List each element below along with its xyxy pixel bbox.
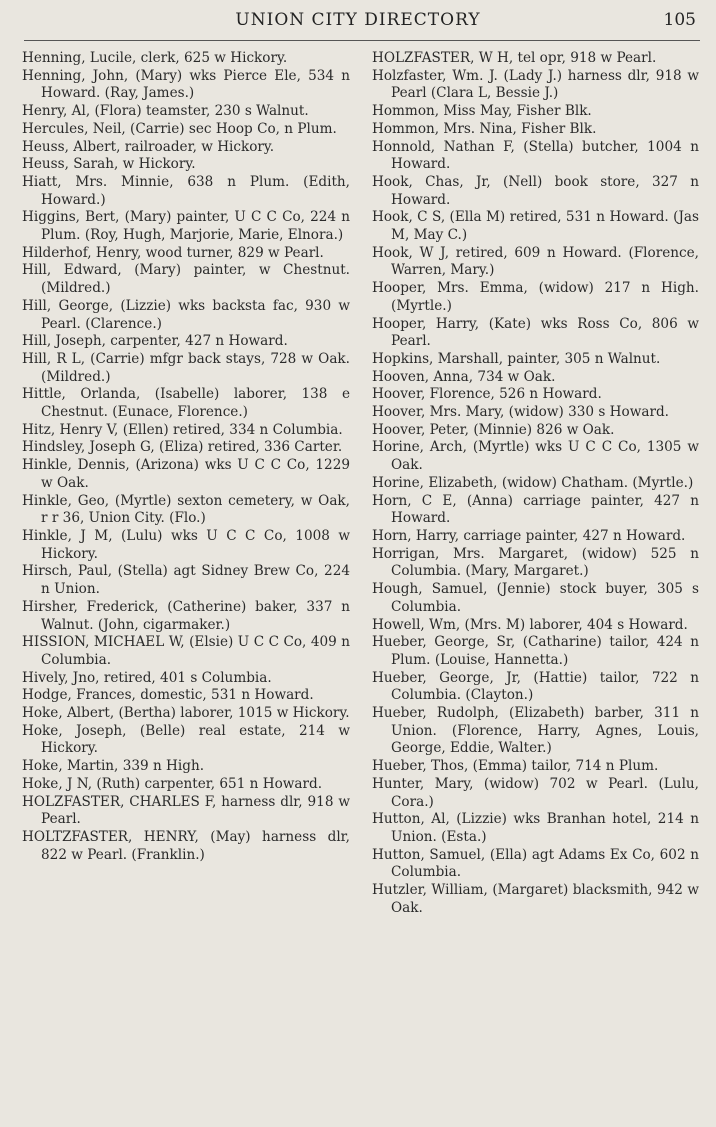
directory-entry: Higgins, Bert, (Mary) painter, U C C Co, 224 n Plum. (Roy, Hugh, Marjorie, Marie, Elnora.) — [22, 209, 350, 244]
directory-entry: Hoke, Joseph, (Belle) real estate, 214 w Hickory. — [22, 722, 350, 757]
directory-entry: Hinkle, J M, (Lulu) wks U C C Co, 1008 w Hickory. — [22, 527, 350, 562]
directory-entry: Hoover, Florence, 526 n Howard. — [372, 386, 602, 403]
directory-entry: Horn, C E, (Anna) carriage painter, 427 n Howard. — [372, 492, 699, 527]
directory-entry: Howell, Wm, (Mrs. M) laborer, 404 s Howard. — [372, 616, 688, 633]
directory-entry: Hueber, George, Sr, (Catharine) tailor, 424 n Plum. (Louise, Hannetta.) — [372, 634, 699, 668]
directory-entry: HOLZFASTER, CHARLES F, harness dlr, 918 w Pearl. — [22, 793, 350, 828]
directory-entry: Hill, Joseph, carpenter, 427 n Howard. — [22, 333, 288, 350]
directory-entry: Hinkle, Geo, (Myrtle) sexton cemetery, w Oak, r r 36, Union City. (Flo.) — [22, 492, 350, 527]
page-header — [0, 10, 716, 34]
directory-entry: Heuss, Albert, railroader, w Hickory. — [22, 138, 275, 155]
left-column — [22, 50, 350, 864]
directory-entry: Honnold, Nathan F, (Stella) butcher, 1004 n Howard. — [372, 138, 699, 173]
header-rule — [24, 40, 700, 41]
directory-entry: Hoke, Albert, (Bertha) laborer, 1015 w Hickory. — [22, 705, 350, 722]
directory-entry: Hook, C S, (Ella M) retired, 531 n Howard. (Jas M, May C.) — [372, 209, 699, 244]
directory-entry: Hitz, Henry V, (Ellen) retired, 334 n Columbia. — [22, 421, 343, 438]
directory-entry: Hutton, Al, (Lizzie) wks Branhan hotel, 214 n Union. (Esta.) — [372, 811, 699, 845]
directory-entry: Hinkle, Dennis, (Arizona) wks U C C Co, 1229 w Oak. — [22, 457, 350, 491]
directory-entry: Hirsch, Paul, (Stella) agt Sidney Brew Co, 224 n Union. — [22, 563, 350, 598]
directory-entry: Hopkins, Marshall, painter, 305 n Walnut. — [372, 350, 661, 367]
directory-entry: Hill, R L, (Carrie) mfgr back stays, 728 w Oak. (Mildred.) — [22, 350, 350, 385]
directory-entry: Horine, Arch, (Myrtle) wks U C C Co, 1305 w Oak. — [372, 439, 699, 474]
directory-entry: HOLTZFASTER, HENRY, (May) harness dlr, 822 w Pearl. (Franklin.) — [22, 828, 350, 863]
directory-entry: Henning, Lucile, clerk, 625 w Hickory. — [22, 50, 288, 66]
directory-entry: Hirsher, Frederick, (Catherine) baker, 337 n Walnut. (John, cigarmaker.) — [22, 598, 350, 633]
directory-entry: Hueber, Thos, (Emma) tailor, 714 n Plum. — [372, 758, 659, 775]
directory-entry: Hilderhof, Henry, wood turner, 829 w Pearl. — [22, 244, 324, 261]
directory-entry: Henning, John, (Mary) wks Pierce Ele, 534 n Howard. (Ray, James.) — [22, 67, 350, 102]
directory-entry: Hooper, Mrs. Emma, (widow) 217 n High. (Myrtle.) — [372, 280, 699, 314]
directory-entry: Hoover, Mrs. Mary, (widow) 330 s Howard. — [372, 404, 669, 421]
page-number: 105 — [663, 10, 696, 30]
directory-entry: Hutton, Samuel, (Ella) agt Adams Ex Co, 602 n Columbia. — [372, 846, 699, 881]
directory-entry: Horn, Harry, carriage painter, 427 n Howard. — [372, 527, 686, 544]
directory-entry: Hively, Jno, retired, 401 s Columbia. — [22, 669, 272, 686]
directory-entry: Hunter, Mary, (widow) 702 w Pearl. (Lulu, Cora.) — [372, 775, 699, 810]
directory-entry: Hoke, J N, (Ruth) carpenter, 651 n Howard. — [22, 775, 323, 792]
directory-entry: Horrigan, Mrs. Margaret, (widow) 525 n Columbia. (Mary, Margaret.) — [372, 545, 699, 580]
directory-entry: Hough, Samuel, (Jennie) stock buyer, 305 s Columbia. — [372, 581, 699, 615]
directory-entry: Heuss, Sarah, w Hickory. — [22, 156, 196, 173]
directory-entry: Hutzler, William, (Margaret) blacksmith, 942 w Oak. — [372, 882, 699, 916]
directory-entry: Hook, Chas, Jr, (Nell) book store, 327 n Howard. — [372, 173, 699, 208]
directory-entry: Henry, Al, (Flora) teamster, 230 s Walnut. — [22, 103, 309, 120]
directory-entry: Hooven, Anna, 734 w Oak. — [372, 368, 556, 385]
directory-entry: Hooper, Harry, (Kate) wks Ross Co, 806 w Pearl. — [372, 315, 699, 350]
directory-entry: Hueber, George, Jr, (Hattie) tailor, 722 n Columbia. (Clayton.) — [372, 669, 699, 704]
directory-entry: Hill, Edward, (Mary) painter, w Chestnut. (Mildred.) — [22, 262, 350, 297]
directory-entry: Hittle, Orlanda, (Isabelle) laborer, 138 e Chestnut. (Eunace, Florence.) — [22, 386, 350, 421]
directory-entry: HOLZFASTER, W H, tel opr, 918 w Pearl. — [372, 50, 657, 66]
directory-entry: Hommon, Mrs. Nina, Fisher Blk. — [372, 120, 597, 137]
directory-entry: Holzfaster, Wm. J. (Lady J.) harness dlr, 918 w Pearl (Clara L, Bessie J.) — [372, 67, 699, 102]
directory-entry: Hiatt, Mrs. Minnie, 638 n Plum. (Edith, Howard.) — [22, 173, 350, 208]
directory-entry: Hoover, Peter, (Minnie) 826 w Oak. — [372, 421, 615, 438]
right-column — [372, 50, 699, 917]
directory-entry: Hommon, Miss May, Fisher Blk. — [372, 103, 592, 120]
directory-entry: Hercules, Neil, (Carrie) sec Hoop Co, n Plum. — [22, 120, 337, 137]
directory-entry: Horine, Elizabeth, (widow) Chatham. (Myrtle.) — [372, 474, 694, 491]
directory-entry: Hindsley, Joseph G, (Eliza) retired, 336 Carter. — [22, 439, 343, 456]
directory-entry: Hueber, Rudolph, (Elizabeth) barber, 311 n Union. (Florence, Harry, Agnes, Louis, George, Eddie, Walter.) — [372, 705, 699, 757]
directory-entry: Hodge, Frances, domestic, 531 n Howard. — [22, 687, 314, 704]
directory-entry: Hook, W J, retired, 609 n Howard. (Florence, Warren, Mary.) — [372, 244, 699, 279]
directory-entry: Hill, George, (Lizzie) wks backsta fac, 930 w Pearl. (Clarence.) — [22, 297, 350, 332]
page-title: UNION CITY DIRECTORY — [235, 10, 481, 30]
directory-entry: Hoke, Martin, 339 n High. — [22, 758, 205, 775]
directory-entry: HISSION, MICHAEL W, (Elsie) U C C Co, 409 n Columbia. — [22, 634, 350, 668]
